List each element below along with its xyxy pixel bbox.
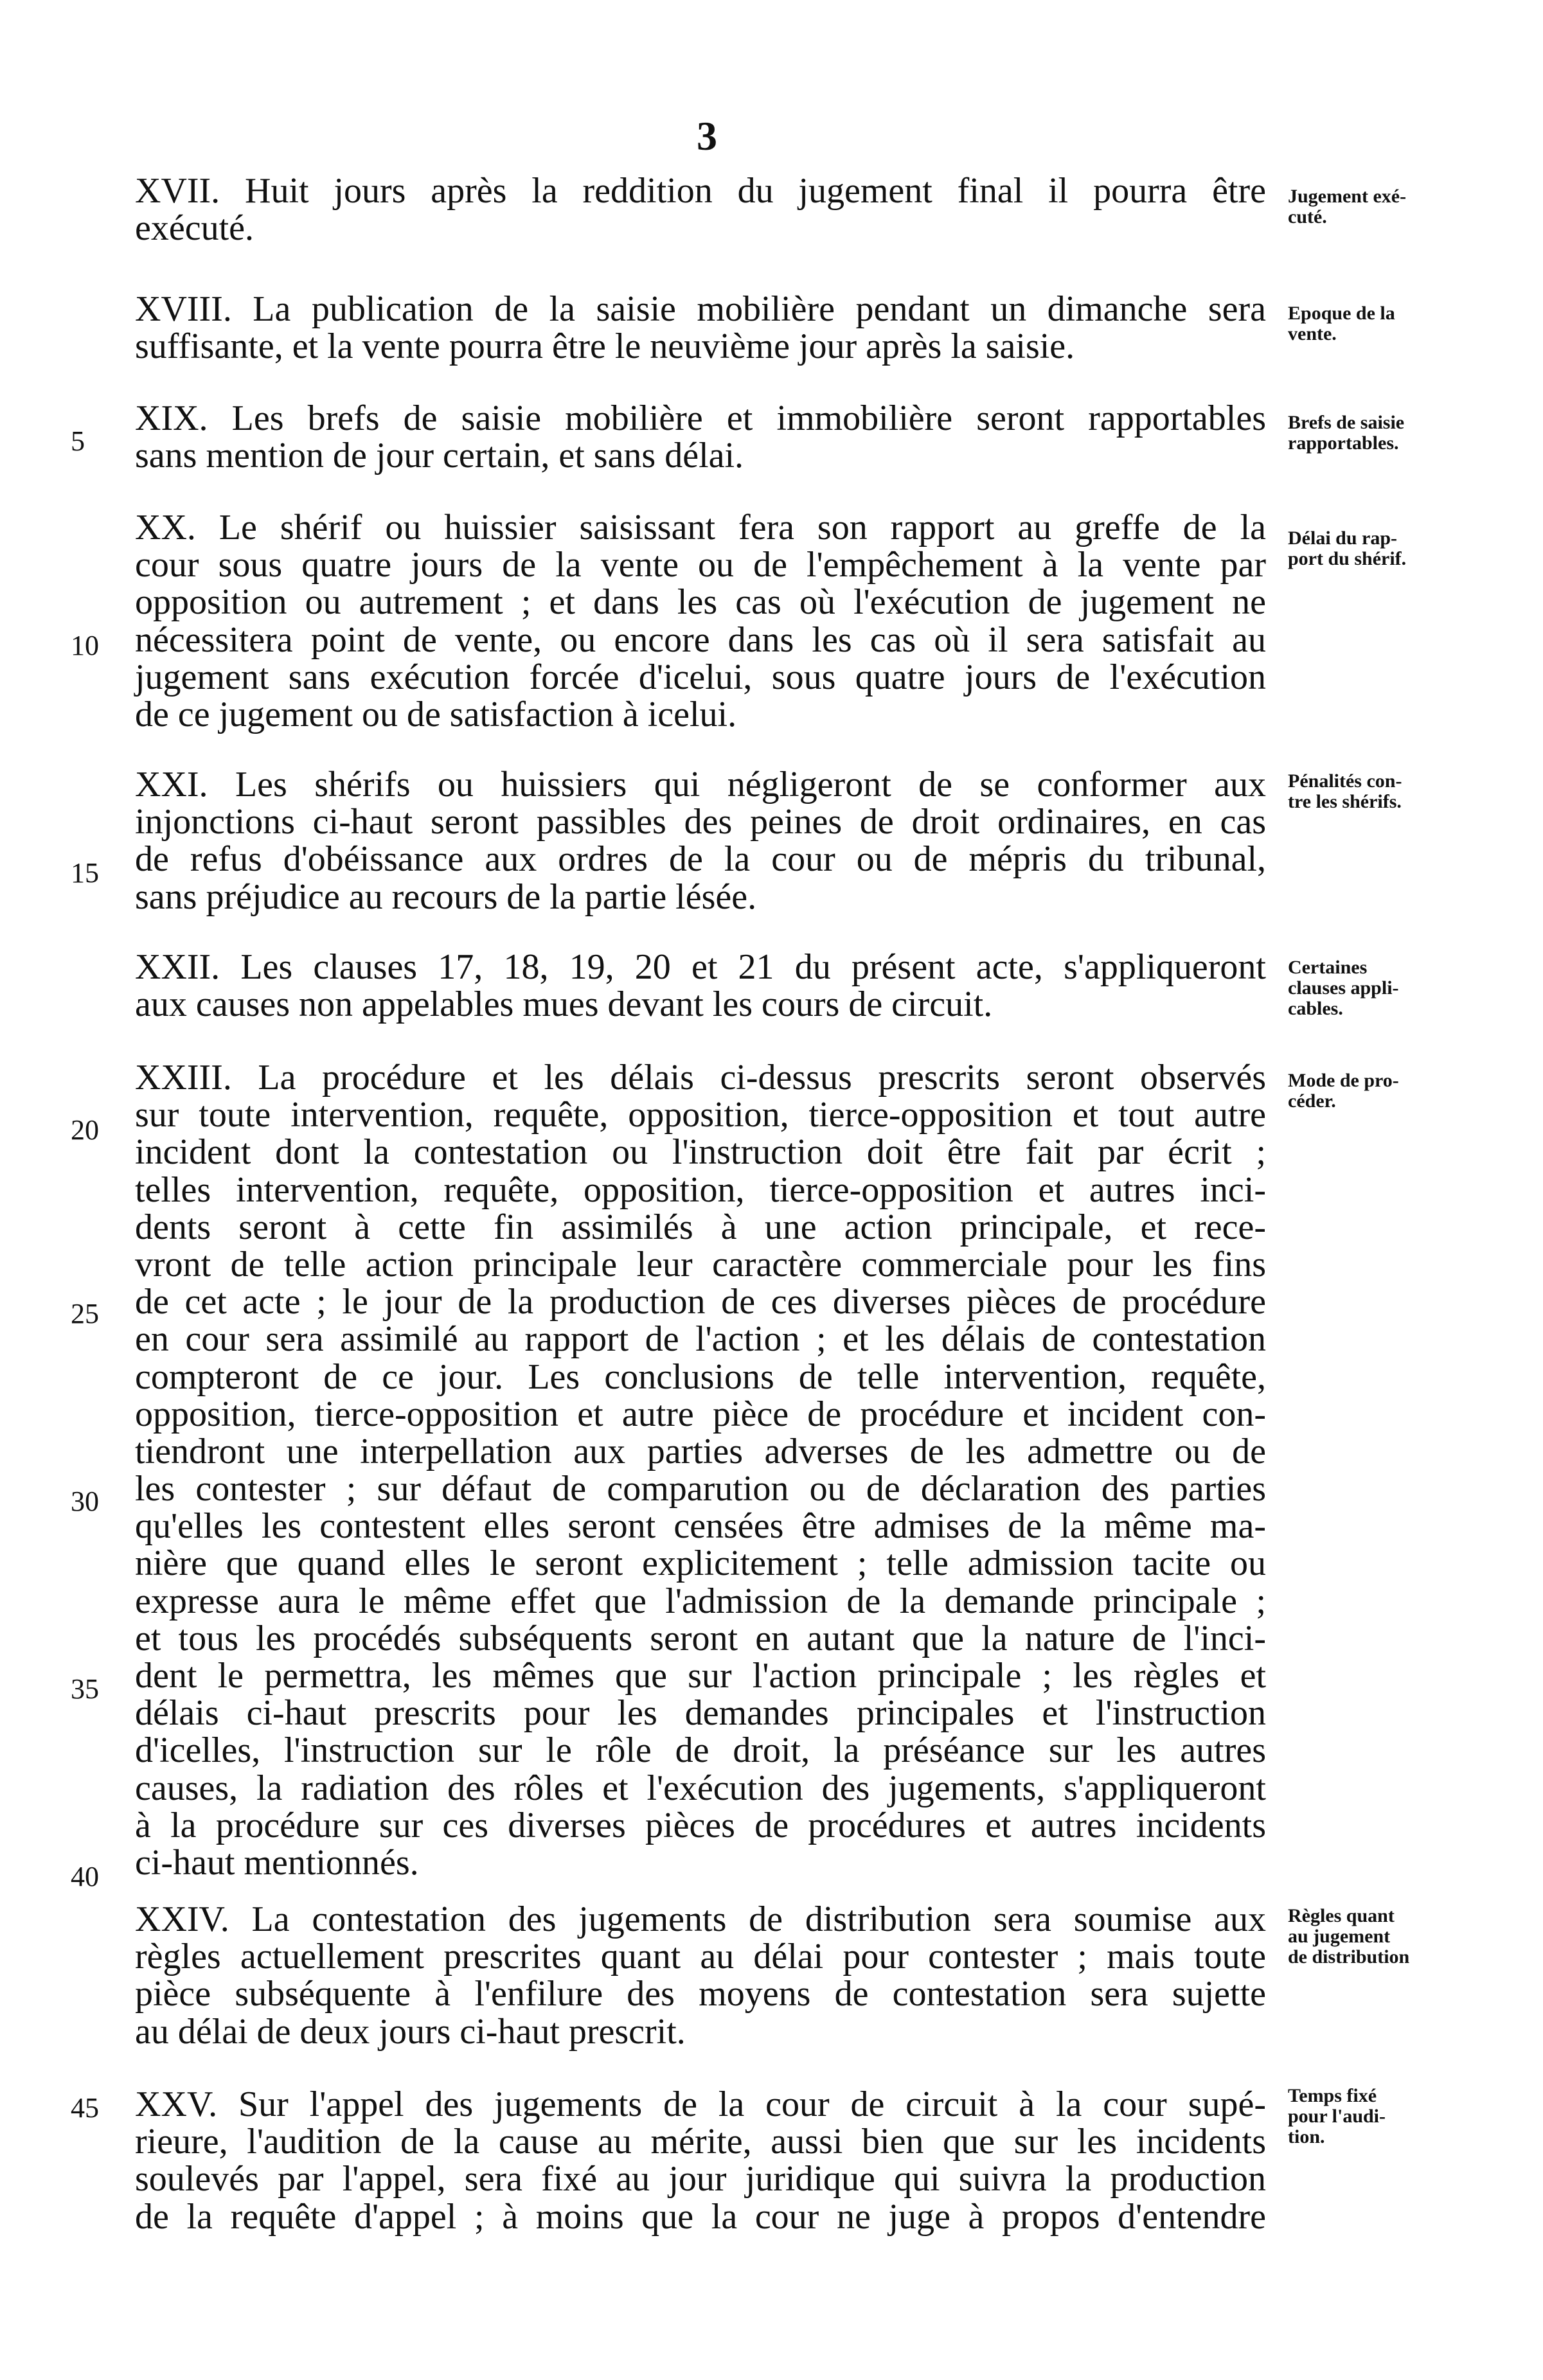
article-line: opposition ou autrement ; et dans les cas où l'exécution de jugement ne (135, 582, 1266, 623)
article-line: vront de telle action principale leur caractère commerciale pour les fins (135, 1244, 1266, 1284)
article-xviii (135, 290, 1266, 365)
margin-note-xvii (1288, 186, 1481, 227)
margin-note-line: de distribution (1288, 1946, 1410, 1967)
article-line: délais ci-haut prescrits pour les demandes principales et l'instruction (135, 1693, 1266, 1734)
line-number: 25 (71, 1298, 99, 1329)
article-line: dents seront à cette fin assimilés à une action principale, et rece- (135, 1207, 1266, 1247)
margin-note-line: vente. (1288, 323, 1337, 344)
article-line: XXIII. La procédure et les délais ci-dessus prescrits seront observés (135, 1058, 1266, 1097)
article-line: à la procédure sur ces diverses pièces de procédures et autres incidents (135, 1805, 1266, 1845)
margin-note-line: Epoque de la (1288, 303, 1395, 324)
article-xxi (135, 766, 1266, 916)
article-xvii (135, 172, 1266, 247)
line-number: 10 (71, 630, 99, 661)
article-line: d'icelles, l'instruction sur le rôle de droit, la préséance sur les autres (135, 1730, 1266, 1771)
article-line: tiendront une interpellation aux parties adverses de les admettre ou de (135, 1431, 1266, 1471)
margin-note-xviii (1288, 303, 1481, 344)
article-line: de refus d'obéissance aux ordres de la cour ou de mépris du tribunal, (135, 839, 1266, 880)
article-line: sans préjudice au recours de la partie lésée. (135, 876, 757, 917)
margin-note-line: Règles quant (1288, 1905, 1395, 1926)
line-number: 20 (71, 1114, 99, 1146)
margin-note-line: Jugement exé- (1288, 186, 1407, 207)
article-line: en cour sera assimilé au rapport de l'action ; et les délais de contestation (135, 1319, 1266, 1360)
article-line: XX. Le shérif ou huissier saisissant fera son rapport au greffe de la (135, 508, 1266, 547)
article-line: sur toute intervention, requête, opposition, tierce-opposition et tout autre (135, 1095, 1266, 1135)
article-line: nière que quand elles le seront explicitement ; telle admission tacite ou (135, 1543, 1266, 1584)
article-line: de cet acte ; le jour de la production de ces diverses pièces de procédure (135, 1282, 1266, 1322)
margin-note-line: tion. (1288, 2126, 1325, 2147)
article-line: opposition, tierce-opposition et autre pièce de procédure et incident con- (135, 1394, 1266, 1434)
article-line: rieure, l'audition de la cause au mérite, aussi bien que sur les incidents (135, 2122, 1266, 2162)
article-line: les contester ; sur défaut de comparution ou de déclaration des parties (135, 1469, 1266, 1509)
margin-note-line: céder. (1288, 1090, 1336, 1112)
margin-note-line: Brefs de saisie (1288, 412, 1405, 433)
margin-note-line: port du shérif. (1288, 548, 1407, 569)
page-number: 3 (697, 113, 717, 159)
margin-note-xix (1288, 413, 1481, 454)
article-line: ci-haut mentionnés. (135, 1842, 419, 1883)
margin-note-line: Mode de pro- (1288, 1070, 1399, 1091)
margin-note-xxv (1288, 2086, 1481, 2147)
margin-note-line: au jugement (1288, 1926, 1391, 1947)
article-line: XIX. Les brefs de saisie mobilière et immobilière seront rapportables (135, 398, 1266, 438)
margin-note-xx (1288, 528, 1481, 569)
line-number: 45 (71, 2092, 99, 2124)
line-number: 30 (71, 1486, 99, 1517)
article-line: XXII. Les clauses 17, 18, 19, 20 et 21 du présent acte, s'appliqueront (135, 947, 1266, 987)
article-line: et tous les procédés subséquents seront en autant que la nature de l'inci- (135, 1618, 1266, 1658)
article-xxii (135, 948, 1266, 1023)
article-line: aux causes non appelables mues devant les cours de circuit. (135, 984, 993, 1025)
line-number: 15 (71, 857, 99, 889)
article-line: XXIV. La contestation des jugements de distribution sera soumise aux (135, 1899, 1266, 1939)
article-line: XXV. Sur l'appel des jugements de la cour de circuit à la cour supé- (135, 2084, 1266, 2124)
article-line: au délai de deux jours ci-haut prescrit. (135, 2011, 686, 2052)
article-line: suffisante, et la vente pourra être le neuvième jour après la saisie. (135, 326, 1075, 367)
article-line: expresse aura le même effet que l'admission de la demande principale ; (135, 1581, 1266, 1621)
article-line: exécuté. (135, 208, 254, 249)
margin-note-xxii (1288, 957, 1481, 1019)
article-xx (135, 509, 1266, 733)
article-line: dent le permettra, les mêmes que sur l'action principale ; les règles et (135, 1656, 1266, 1696)
article-line: qu'elles les contestent elles seront censées être admises de la même ma- (135, 1506, 1266, 1547)
article-xxiv (135, 1901, 1266, 2050)
article-line: cour sous quatre jours de la vente ou de l'empêchement à la vente par (135, 545, 1266, 585)
article-line: injonctions ci-haut seront passibles des peines de droit ordinaires, en cas (135, 802, 1266, 842)
margin-note-line: Délai du rap- (1288, 528, 1398, 549)
article-line: telles intervention, requête, opposition, tierce-opposition et autres inci- (135, 1169, 1266, 1210)
margin-note-line: Pénalités con- (1288, 770, 1402, 792)
article-line: de la requête d'appel ; à moins que la cour ne juge à propos d'entendre (135, 2196, 1266, 2237)
article-line: XVIII. La publication de la saisie mobilière pendant un dimanche sera (135, 289, 1266, 329)
margin-note-line: Certaines (1288, 957, 1368, 978)
article-line: pièce subséquente à l'enfilure des moyens de contestation sera sujette (135, 1974, 1266, 2014)
margin-note-xxi (1288, 771, 1481, 812)
margin-note-line: rapportables. (1288, 432, 1399, 454)
margin-note-xxiii (1288, 1070, 1481, 1112)
margin-note-line: Temps fixé (1288, 2085, 1377, 2106)
article-line: incident dont la contestation ou l'instruction doit être fait par écrit ; (135, 1132, 1266, 1173)
article-xxiii (135, 1059, 1266, 1881)
line-number: 35 (71, 1673, 99, 1705)
margin-note-line: tre les shérifs. (1288, 791, 1402, 812)
margin-note-line: cables. (1288, 998, 1343, 1019)
line-number: 40 (71, 1861, 99, 1892)
margin-note-xxiv (1288, 1906, 1481, 1967)
article-line: XVII. Huit jours après la reddition du jugement final il pourra être (135, 171, 1266, 211)
article-line: nécessitera point de vente, ou encore dans les cas où il sera satisfait au (135, 619, 1266, 660)
article-xix (135, 400, 1266, 474)
article-line: causes, la radiation des rôles et l'exécution des jugements, s'appliqueront (135, 1768, 1266, 1808)
article-line: compteront de ce jour. Les conclusions de telle intervention, requête, (135, 1356, 1266, 1397)
margin-note-line: cuté. (1288, 206, 1327, 227)
margin-note-line: clauses appli- (1288, 977, 1399, 999)
article-line: règles actuellement prescrites quant au délai pour contester ; mais toute (135, 1937, 1266, 1977)
article-line: de ce jugement ou de satisfaction à icelui. (135, 694, 737, 734)
article-line: soulevés par l'appel, sera fixé au jour juridique qui suivra la production (135, 2159, 1266, 2199)
article-line: jugement sans exécution forcée d'icelui, sous quatre jours de l'exécution (135, 657, 1266, 697)
margin-note-line: pour l'audi- (1288, 2106, 1386, 2127)
article-line: XXI. Les shérifs ou huissiers qui négligeront de se conformer aux (135, 765, 1266, 804)
article-xxv (135, 2086, 1266, 2235)
line-number: 5 (71, 425, 85, 457)
article-line: sans mention de jour certain, et sans délai. (135, 436, 744, 476)
